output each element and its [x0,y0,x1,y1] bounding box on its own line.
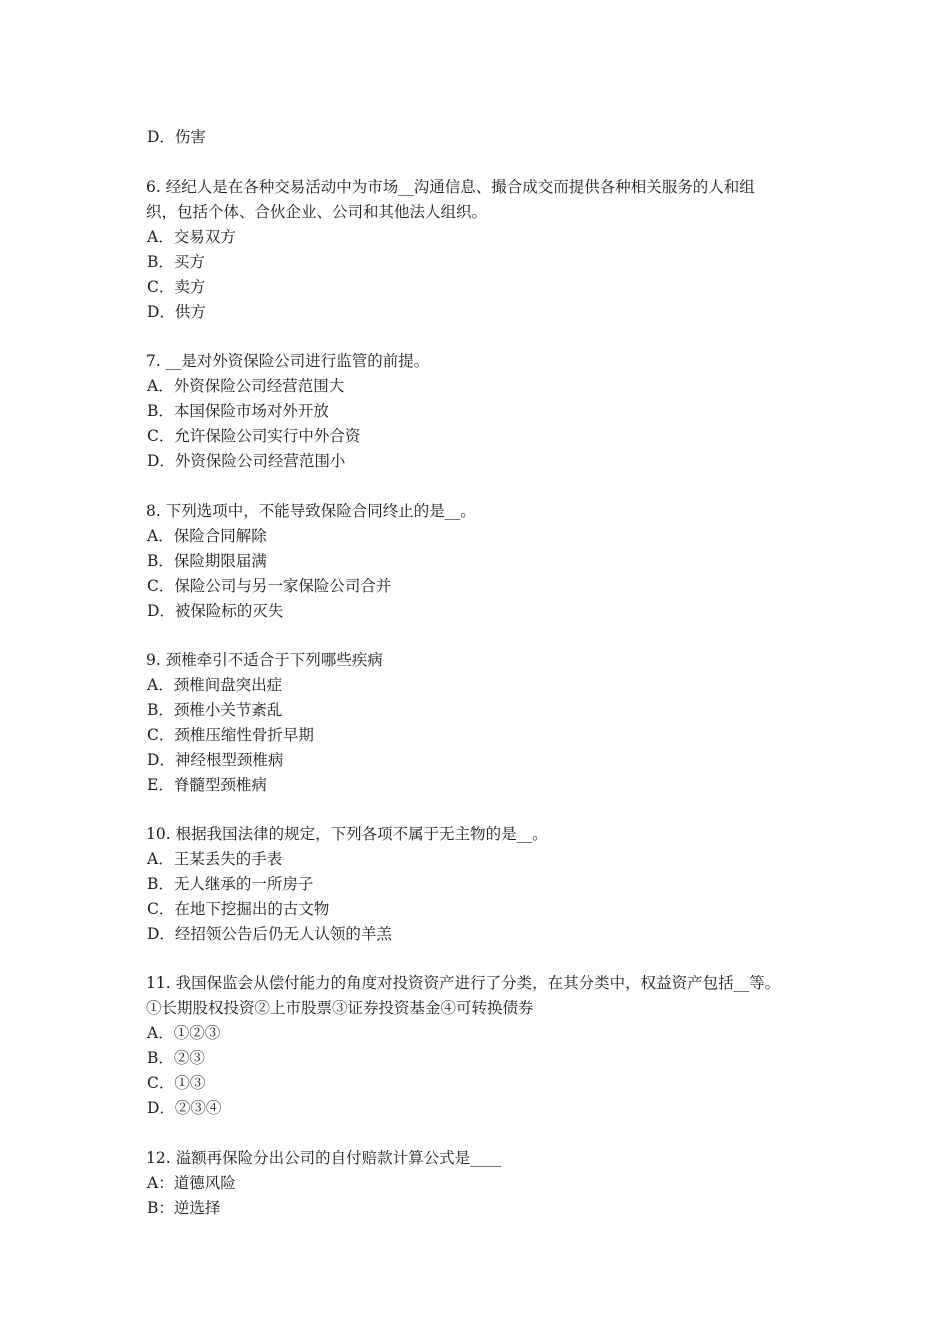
question-6-option-b: B．买方 [147,253,205,271]
question-8-option-a: A．保险合同解除 [147,527,267,545]
question-11-stem-continued: ①长期股权投资②上市股票③证券投资基金④可转换债券 [146,999,534,1017]
question-7-option-d: D．外资保险公司经营范围小 [147,452,346,470]
question-7-stem: 7. __是对外资保险公司进行监管的前提。 [146,352,430,370]
question-6-option-a: A．交易双方 [147,228,236,246]
question-7-option-c: C．允许保险公司实行中外合资 [147,427,361,445]
question-6-option-d: D．供方 [147,303,206,321]
question-6-stem: 6. 经纪人是在各种交易活动中为市场__沟通信息、撮合成交而提供各种相关服务的人和组 [146,178,755,196]
option-d: D．伤害 [147,128,206,146]
question-9-stem: 9. 颈椎牵引不适合于下列哪些疾病 [146,651,383,669]
question-9-option-e: E．脊髓型颈椎病 [147,776,267,794]
question-12-option-a: A：道德风险 [147,1174,236,1192]
question-6-option-c: C．卖方 [147,278,206,296]
question-12-option-b: B：逆选择 [147,1199,221,1217]
question-9-option-d: D．神经根型颈椎病 [147,751,284,769]
question-10-option-b: B．无人继承的一所房子 [147,875,314,893]
question-8-option-b: B．保险期限届满 [147,552,267,570]
question-10-stem: 10. 根据我国法律的规定，下列各项不属于无主物的是__。 [146,825,548,843]
question-8-stem: 8. 下列选项中，不能导致保险合同终止的是__。 [146,502,476,520]
question-10-option-d: D．经招领公告后仍无人认领的羊羔 [147,925,392,943]
question-9-option-c: C．颈椎压缩性骨折早期 [147,726,314,744]
question-11-option-c: C．①③ [147,1074,206,1092]
question-12-stem: 12. 溢额再保险分出公司的自付赔款计算公式是____ [146,1149,502,1167]
question-8-option-d: D．被保险标的灭失 [147,602,284,620]
question-11-option-a: A．①②③ [147,1024,221,1042]
question-7-option-a: A．外资保险公司经营范围大 [147,377,345,395]
question-9-option-b: B．颈椎小关节紊乱 [147,701,283,719]
question-11-stem: 11. 我国保监会从偿付能力的角度对投资资产进行了分类，在其分类中，权益资产包括__等。 [146,974,781,992]
question-10-option-a: A．王某丢失的手表 [147,850,283,868]
question-11-option-d: D．②③④ [147,1099,222,1117]
question-10-option-c: C．在地下挖掘出的古文物 [147,900,330,918]
question-7-option-b: B．本国保险市场对外开放 [147,402,329,420]
question-9-option-a: A．颈椎间盘突出症 [147,676,283,694]
question-8-option-c: C．保险公司与另一家保险公司合并 [147,577,392,595]
question-11-option-b: B．②③ [147,1049,205,1067]
question-6-stem-continued: 织，包括个体、合伙企业、公司和其他法人组织。 [146,203,488,221]
